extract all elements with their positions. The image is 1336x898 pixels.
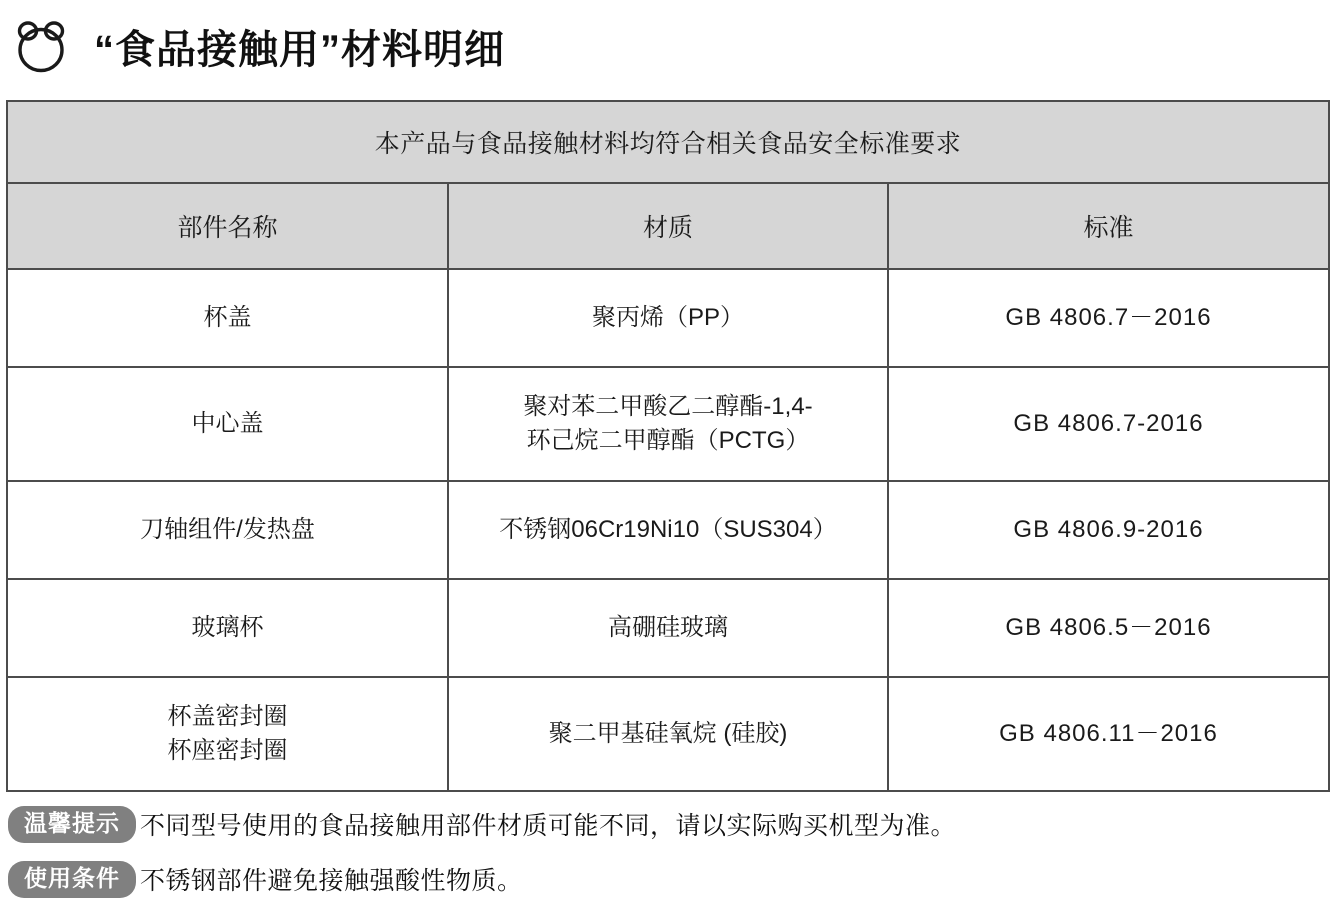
cell-standard: GB 4806.7－2016 bbox=[888, 269, 1328, 367]
note-item bbox=[8, 806, 1328, 843]
cell-part: 杯盖 bbox=[8, 269, 448, 367]
material-table-wrapper bbox=[6, 100, 1330, 792]
table-row bbox=[8, 579, 1328, 677]
bear-head-icon bbox=[14, 18, 68, 74]
cell-standard: GB 4806.9-2016 bbox=[888, 481, 1328, 579]
column-header-part: 部件名称 bbox=[8, 183, 448, 269]
note-tag: 温馨提示 bbox=[8, 806, 136, 843]
cell-material: 高硼硅玻璃 bbox=[448, 579, 888, 677]
cell-material: 聚二甲基硅氧烷 (硅胶) bbox=[448, 677, 888, 791]
cell-material: 聚对苯二甲酸乙二醇酯-1,4- 环己烷二甲醇酯（PCTG） bbox=[448, 367, 888, 481]
cell-standard: GB 4806.11－2016 bbox=[888, 677, 1328, 791]
page-header bbox=[0, 0, 1336, 92]
cell-part: 玻璃杯 bbox=[8, 579, 448, 677]
cell-part: 中心盖 bbox=[8, 367, 448, 481]
material-table bbox=[8, 102, 1328, 792]
table-banner: 本产品与食品接触材料均符合相关食品安全标准要求 bbox=[8, 102, 1328, 183]
cell-standard: GB 4806.7-2016 bbox=[888, 367, 1328, 481]
cell-standard: GB 4806.5－2016 bbox=[888, 579, 1328, 677]
table-row bbox=[8, 269, 1328, 367]
note-item bbox=[8, 861, 1328, 898]
column-header-standard: 标准 bbox=[888, 183, 1328, 269]
note-tag: 使用条件 bbox=[8, 861, 136, 898]
table-header-row bbox=[8, 183, 1328, 269]
table-row bbox=[8, 367, 1328, 481]
cell-part: 刀轴组件/发热盘 bbox=[8, 481, 448, 579]
page-title: “食品接触用”材料明细 bbox=[94, 27, 505, 72]
cell-material: 不锈钢06Cr19Ni10（SUS304） bbox=[448, 481, 888, 579]
table-row bbox=[8, 481, 1328, 579]
notes-section bbox=[8, 806, 1328, 898]
column-header-material: 材质 bbox=[448, 183, 888, 269]
cell-material: 聚丙烯（PP） bbox=[448, 269, 888, 367]
cell-part: 杯盖密封圈 杯座密封圈 bbox=[8, 677, 448, 791]
note-text: 不同型号使用的食品接触用部件材质可能不同，请以实际购买机型为准。 bbox=[140, 812, 957, 841]
note-text: 不锈钢部件避免接触强酸性物质。 bbox=[140, 867, 523, 896]
table-row bbox=[8, 677, 1328, 791]
table-banner-row bbox=[8, 102, 1328, 183]
